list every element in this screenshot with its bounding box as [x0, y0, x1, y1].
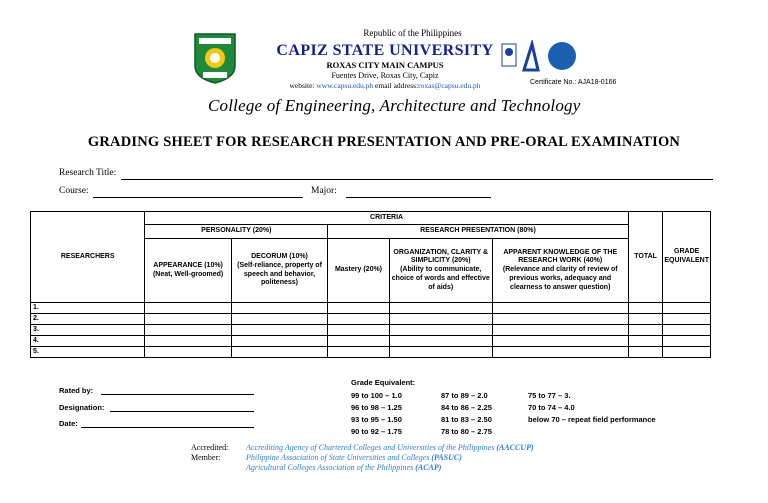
research-title-field[interactable]	[121, 179, 713, 180]
grading-table	[30, 211, 711, 358]
grade-equivalent-header: GRADE EQUIVALENT	[663, 212, 711, 303]
grade-cell[interactable]	[663, 336, 711, 347]
grade-scale-item: below 70 – repeat field performance	[528, 415, 656, 424]
organization-header	[389, 239, 492, 303]
accreditation-line	[246, 443, 534, 452]
decorum-header	[231, 239, 327, 303]
row-number: 5.	[31, 347, 145, 358]
organization-desc: (Ability to communicate, choice of words and effective of aids)	[391, 266, 490, 291]
designation-label: Designation:	[59, 403, 105, 412]
university-name: CAPIZ STATE UNIVERSITY	[276, 42, 494, 59]
course-label: Course:	[59, 186, 89, 196]
grade-scale-item: 96 to 98 – 1.25	[351, 403, 402, 412]
grade-scale-item: 93 to 95 – 1.50	[351, 415, 402, 424]
appearance-desc: (Neat, Well-groomed)	[152, 270, 224, 278]
table-row	[31, 325, 711, 336]
appearance-title: APPEARANCE (10%)	[153, 261, 223, 269]
grade-cell[interactable]	[389, 325, 492, 336]
row-number: 2.	[31, 314, 145, 325]
decorum-desc: (Self-reliance, property of speech and behavior, politeness)	[237, 261, 322, 287]
grade-cell[interactable]	[231, 314, 327, 325]
grade-cell[interactable]	[145, 336, 231, 347]
row-number: 4.	[31, 336, 145, 347]
accreditation-abbr: (PASUC)	[431, 453, 462, 462]
grade-cell[interactable]	[628, 336, 663, 347]
grade-cell[interactable]	[231, 325, 327, 336]
campus-address: Fuentes Drive, Roxas City, Capiz	[331, 71, 439, 80]
grade-scale-item: 75 to 77 – 3.	[528, 391, 571, 400]
grade-cell[interactable]	[328, 303, 390, 314]
designation-field[interactable]	[110, 411, 254, 412]
accreditation-abbr: (ACAP)	[415, 463, 442, 472]
member-label: Member:	[191, 453, 221, 462]
grade-scale-item: 70 to 74 – 4.0	[528, 403, 575, 412]
table-row	[31, 347, 711, 358]
grade-cell[interactable]	[145, 325, 231, 336]
website-label: website:	[289, 81, 315, 90]
college-name: College of Engineering, Architecture and Technology	[208, 96, 581, 115]
grade-cell[interactable]	[389, 336, 492, 347]
grade-cell[interactable]	[231, 336, 327, 347]
row-number: 1.	[31, 303, 145, 314]
grade-cell[interactable]	[663, 303, 711, 314]
grade-cell[interactable]	[389, 347, 492, 358]
grade-cell[interactable]	[492, 325, 628, 336]
grade-scale-item: 99 to 100 – 1.0	[351, 391, 402, 400]
grade-cell[interactable]	[628, 303, 663, 314]
accreditation-line	[246, 463, 441, 472]
grade-equivalent-title: Grade Equivalent:	[351, 378, 416, 387]
grade-cell[interactable]	[492, 314, 628, 325]
contact-line	[240, 81, 530, 90]
grade-cell[interactable]	[663, 314, 711, 325]
accreditation-line	[246, 453, 462, 462]
grade-cell[interactable]	[628, 314, 663, 325]
grade-cell[interactable]	[231, 303, 327, 314]
researchers-header: RESEARCHERS	[31, 212, 145, 303]
email-link[interactable]: roxas@capsu.edu.ph	[418, 81, 481, 90]
decorum-title: DECORUM (10%)	[251, 253, 308, 260]
rated-by-field[interactable]	[101, 394, 254, 395]
knowledge-desc: (Relevance and clarity of review of previous works, adequacy and clearness to answer question)	[502, 266, 618, 291]
table-row	[31, 336, 711, 347]
knowledge-header	[492, 239, 628, 303]
accreditation-name: Philippine Association of State Universities and Colleges	[246, 453, 430, 462]
grade-cell[interactable]	[492, 303, 628, 314]
accreditation-name: Agricultural Colleges Association of the Philippines	[246, 463, 414, 472]
grade-scale-item: 81 to 83 – 2.50	[441, 415, 492, 424]
grade-cell[interactable]	[492, 336, 628, 347]
research-title-label: Research Title:	[59, 168, 117, 178]
grade-scale-item: 90 to 92 – 1.75	[351, 427, 402, 436]
grade-cell[interactable]	[328, 325, 390, 336]
major-label: Major:	[311, 186, 337, 196]
grade-cell[interactable]	[145, 303, 231, 314]
course-field[interactable]	[93, 197, 303, 198]
organization-title: ORGANIZATION, CLARITY & SIMPLICITY (20%)	[393, 248, 489, 265]
grade-scale-item: 84 to 86 – 2.25	[441, 403, 492, 412]
accredited-label: Accredited:	[191, 443, 229, 452]
grade-cell[interactable]	[492, 347, 628, 358]
grade-cell[interactable]	[328, 336, 390, 347]
date-label: Date:	[59, 419, 78, 428]
letterhead	[240, 28, 530, 90]
republic-text: Republic of the Philippines	[363, 28, 462, 38]
page-title: GRADING SHEET FOR RESEARCH PRESENTATION AND PRE-ORAL EXAMINATION	[87, 134, 681, 150]
grade-cell[interactable]	[328, 314, 390, 325]
row-number: 3.	[31, 325, 145, 336]
research-presentation-header: RESEARCH PRESENTATION (80%)	[328, 225, 629, 239]
grade-cell[interactable]	[145, 347, 231, 358]
mastery-header: Mastery (20%)	[328, 239, 390, 303]
grade-scale-item: 78 to 80 – 2.75	[441, 427, 492, 436]
grade-cell[interactable]	[328, 347, 390, 358]
website-link[interactable]: www.capsu.edu.ph	[316, 81, 374, 90]
major-field[interactable]	[346, 197, 491, 198]
grade-cell[interactable]	[628, 325, 663, 336]
certificate-number: Certificate No.: AJA18-0166	[530, 79, 617, 86]
table-row	[31, 303, 711, 314]
grade-cell[interactable]	[389, 303, 492, 314]
grade-cell[interactable]	[663, 325, 711, 336]
grade-cell[interactable]	[231, 347, 327, 358]
personality-header: PERSONALITY (20%)	[145, 225, 328, 239]
date-field[interactable]	[81, 427, 254, 428]
campus-name: ROXAS CITY MAIN CAMPUS	[326, 60, 444, 70]
grade-cell[interactable]	[628, 347, 663, 358]
grade-cell[interactable]	[145, 314, 231, 325]
grade-cell[interactable]	[663, 347, 711, 358]
knowledge-title: APPARENT KNOWLEDGE OF THE RESEARCH WORK (40%)	[503, 248, 618, 265]
rated-by-label: Rated by:	[59, 386, 94, 395]
criteria-header: CRITERIA	[145, 212, 628, 225]
appearance-header	[145, 239, 231, 303]
total-header: TOTAL	[628, 212, 663, 303]
university-seal-logo	[193, 32, 237, 84]
email-label: email address:	[375, 81, 419, 90]
grade-scale-item: 87 to 89 – 2.0	[441, 391, 488, 400]
grade-cell[interactable]	[389, 314, 492, 325]
accreditation-name: Accrediting Agency of Chartered Colleges and Universities of the Philippines	[246, 443, 495, 452]
accreditation-abbr: (AACCUP)	[496, 443, 534, 452]
table-row	[31, 314, 711, 325]
